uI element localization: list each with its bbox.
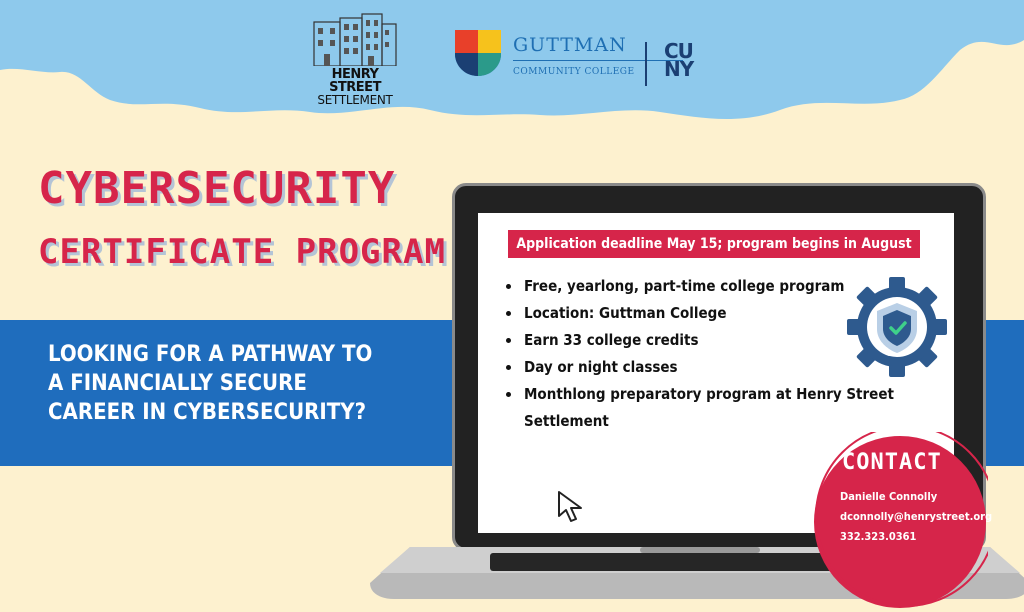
contact-phone[interactable]: 332.323.0361 bbox=[840, 530, 917, 543]
contact-name: Danielle Connolly bbox=[840, 490, 938, 503]
guttman-shield-icon bbox=[455, 30, 501, 76]
cuny-logo bbox=[664, 39, 694, 81]
list-item: • Day or night classes bbox=[522, 354, 902, 381]
shield-gear-icon bbox=[843, 273, 951, 381]
list-item: • Free, yearlong, part-time college program bbox=[522, 273, 902, 300]
title-line2: CERTIFICATE PROGRAM bbox=[38, 232, 446, 272]
program-details-list bbox=[502, 273, 902, 435]
list-item: • Earn 33 college credits bbox=[522, 327, 902, 354]
cursor-icon bbox=[556, 489, 592, 525]
list-item: • Location: Guttman College bbox=[522, 300, 902, 327]
hss-sub: SETTLEMENT bbox=[317, 93, 393, 107]
pitch-text bbox=[48, 340, 408, 427]
pitch-line1: LOOKING FOR A PATHWAY TO bbox=[48, 342, 373, 367]
contact-details bbox=[840, 487, 992, 547]
building-icon bbox=[312, 12, 398, 66]
pitch-line3: CAREER IN CYBERSECURITY? bbox=[48, 400, 367, 425]
list-item: • Monthlong preparatory program at Henry Street Settlement bbox=[522, 381, 902, 435]
pitch-line2: A FINANCIALLY SECURE bbox=[48, 371, 307, 396]
guttman-rule bbox=[513, 60, 683, 61]
hss-name: HENRY STREET bbox=[329, 67, 381, 95]
contact-heading: CONTACT bbox=[842, 450, 942, 475]
title-line1: CYBERSECURITY bbox=[38, 163, 396, 214]
cuny-line2: NY bbox=[664, 57, 694, 81]
header-logos bbox=[0, 10, 1024, 107]
deadline-banner: Application deadline May 15; program begins in August bbox=[508, 230, 920, 258]
cuny-line1: CU bbox=[664, 39, 693, 63]
logo-divider bbox=[645, 42, 647, 86]
guttman-logo bbox=[455, 30, 635, 81]
contact-email[interactable]: dconnolly@henrystreet.org bbox=[840, 510, 993, 523]
guttman-sub: COMMUNITY COLLEGE bbox=[513, 67, 635, 77]
guttman-name: GUTTMAN bbox=[513, 34, 627, 56]
henry-street-logo bbox=[312, 12, 398, 106]
